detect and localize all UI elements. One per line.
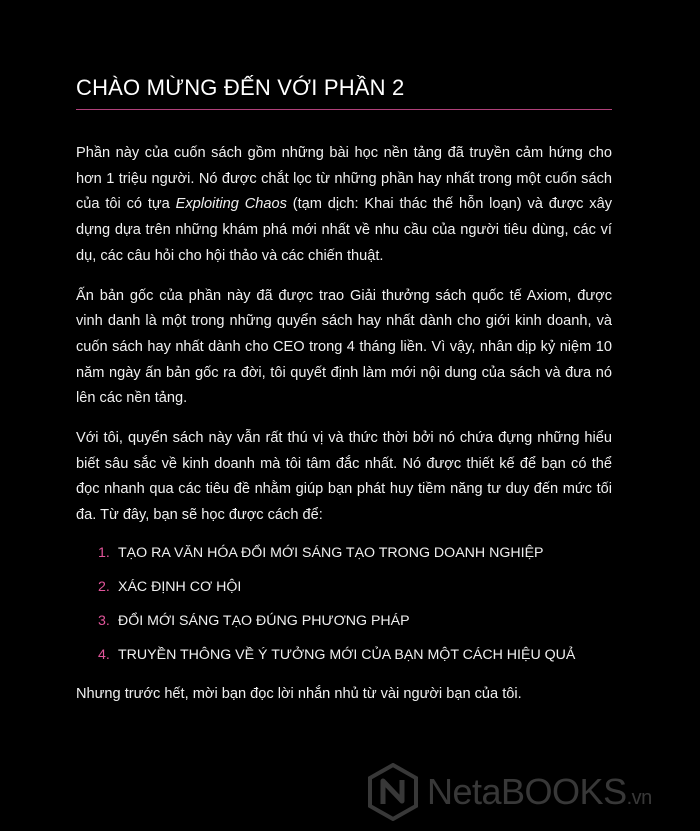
neta-n-hexagon-icon: [367, 763, 419, 821]
paragraph-closing: Nhưng trước hết, mời bạn đọc lời nhắn nhủ từ vài người bạn của tôi.: [76, 685, 522, 702]
list-number: 4.: [98, 646, 110, 663]
paragraph-award: Ấn bản gốc của phần này đã được trao Giải thưởng sách quốc tế Axiom, được vinh danh là một trong những quyển sách hay nhất dành cho giới kinh doanh, và cuốn sách hay nhất dành cho CEO trong 4 tháng liền. Vì vậy, nhân dịp kỷ niệm 10 năm ngày ấn bản gốc ra đời, tôi quyết định làm mới nội dung của sách và đưa nó lên các nền tảng.: [76, 287, 612, 407]
title-divider: [76, 109, 612, 110]
watermark-tld: .vn: [626, 786, 652, 809]
list-text: TRUYỀN THÔNG VỀ Ý TƯỞNG MỚI CỦA BẠN MỘT CÁCH HIỆU QUẢ: [118, 646, 576, 663]
watermark-brand: [427, 771, 652, 813]
paragraph-purpose: Với tôi, quyển sách này vẫn rất thú vị và thức thời bởi nó chứa đựng những hiểu biết sâu sắc về kinh doanh mà tôi tâm đắc nhất. Nó được thiết kế để bạn có thể đọc nhanh qua các tiêu đề nhằm giúp bạn phát huy tiềm năng tư duy đến mức tối đa. Từ đây, bạn sẽ học được cách để:: [76, 430, 612, 524]
list-text: TẠO RA VĂN HÓA ĐỔI MỚI SÁNG TẠO TRONG DOANH NGHIỆP: [118, 544, 544, 561]
paragraph-intro-after: (tạm dịch: Khai thác thế hỗn loạn) và được xây dựng dựa trên những khám phá mới nhất về nhu cầu của người tiêu dùng, các ví dụ, các câu hỏi cho hội thảo và các chiến thuật.: [76, 196, 612, 264]
watermark-brand-name: NetaBOOKS: [427, 770, 627, 812]
list-number: 3.: [98, 612, 110, 629]
list-number: 1.: [98, 544, 110, 561]
section-title: CHÀO MỪNG ĐẾN VỚI PHẦN 2: [76, 75, 405, 100]
list-item: [98, 645, 612, 679]
watermark: [367, 752, 700, 831]
list-item: [98, 611, 612, 645]
list-text: XÁC ĐỊNH CƠ HỘI: [118, 578, 242, 595]
list-item: [98, 577, 612, 611]
paragraph-intro: [76, 141, 612, 270]
list-number: 2.: [98, 578, 110, 595]
learning-list: [98, 543, 612, 679]
book-title: Exploiting Chaos: [175, 196, 287, 213]
paragraph-intro-before: Phần này của cuốn sách gồm những bài học nền tảng đã truyền cảm hứng cho hơn 1 triệu người. Nó được chắt lọc từ những phần hay nhất trong một cuốn sách của tôi có tựa: [76, 145, 612, 213]
page-content: [76, 0, 612, 708]
list-text: ĐỔI MỚI SÁNG TẠO ĐÚNG PHƯƠNG PHÁP: [118, 612, 410, 629]
list-item: [98, 543, 612, 577]
